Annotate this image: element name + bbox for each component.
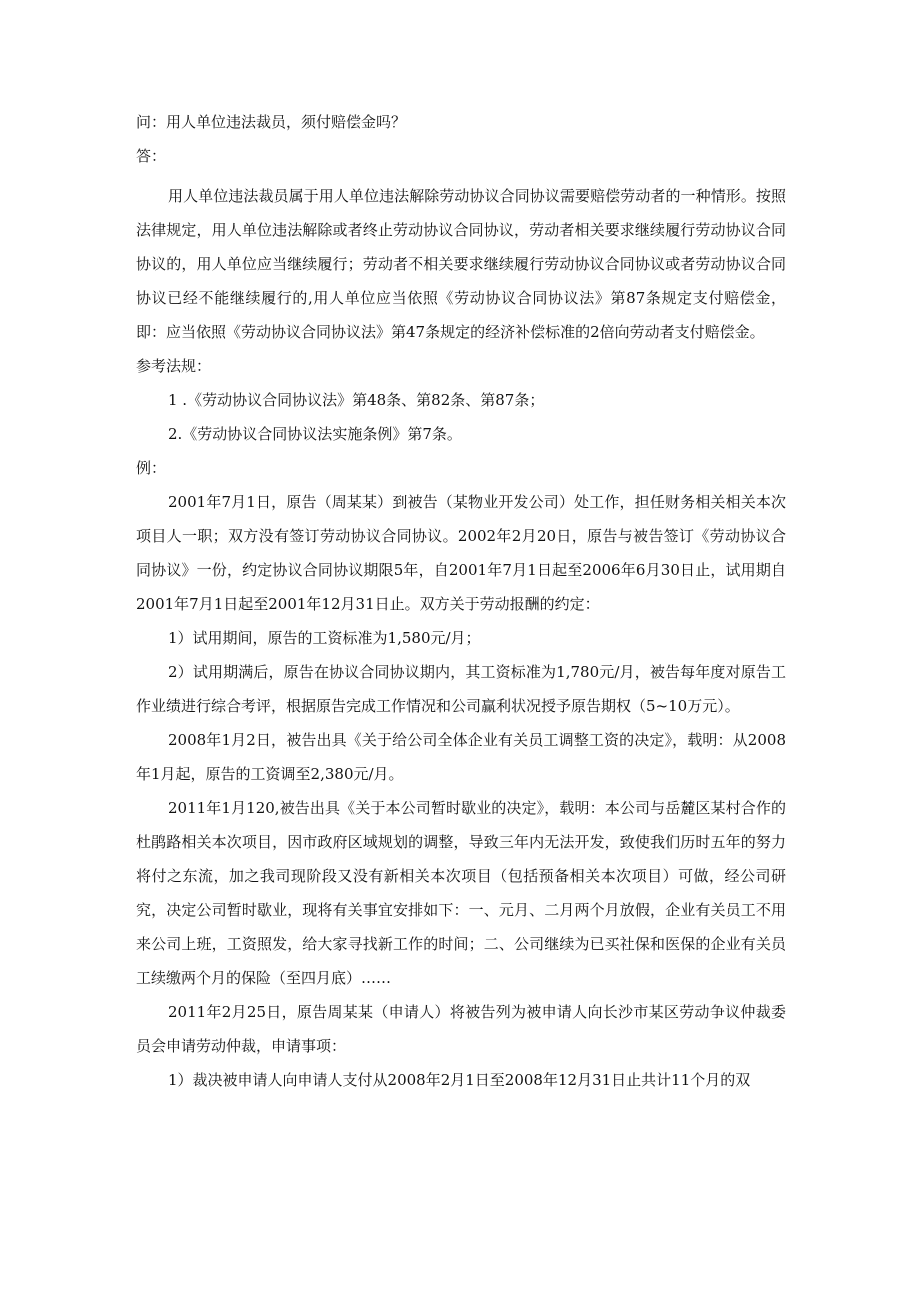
answer-label: 答： <box>136 147 167 165</box>
example-paragraph-post-probation-wage: 2）试用期满后，原告在协议合同协议期内，其工资标准为1,780元/月，被告每年度对原告工作业绩进行综合考评，根据原告完成工作情况和公司赢利状况授予原告期权（5~10万元）。 <box>136 663 786 715</box>
question-line: 问：用人单位违法裁员，须付赔偿金吗？ <box>136 113 407 131</box>
answer-paragraph: 用人单位违法裁员属于用人单位违法解除劳动协议合同协议需要赔偿劳动者的一种情形。按照法律规定，用人单位违法解除或者终止劳动协议合同协议，劳动者相关要求继续履行劳动协议合同协议的，用人单位应当继续履行；劳动者不相关要求继续履行劳动协议合同协议或者劳动协议合同协议已经不能继续履行的,用人单位应当依照《劳动协议合同协议法》第87条规定支付赔偿金，即：应当依照《劳动协议合同协议法》第47条规定的经济补偿标准的2倍向劳动者支付赔偿金。 <box>136 187 786 341</box>
reference-label: 参考法规： <box>136 357 212 375</box>
reference-item-1: 1 .《劳动协议合同协议法》第48条、第82条、第87条； <box>168 391 545 409</box>
example-paragraph-2008-wage-adjustment: 2008年1月2日，被告出具《关于给公司全体企业有关员工调整工资的决定》，载明：从2008年1月起，原告的工资调至2,380元/月。 <box>136 731 786 783</box>
reference-item-2: 2.《劳动协议合同协议法实施条例》第7条。 <box>168 425 462 443</box>
example-label: 例： <box>136 459 167 477</box>
example-paragraph-claim-1: 1）裁决被申请人向申请人支付从2008年2月1日至2008年12月31日止共计11个月的双 <box>168 1071 751 1089</box>
example-paragraph-arbitration-application: 2011年2月25日，原告周某某（申请人）将被告列为被申请人向长沙市某区劳动争议仲裁委员会申请劳动仲裁，申请事项： <box>136 1003 786 1055</box>
example-paragraph-intro: 2001年7月1日，原告（周某某）到被告（某物业开发公司）处工作，担任财务相关相关本次项目人一职；双方没有签订劳动协议合同协议。2002年2月20日，原告与被告签订《劳动协议合同协议》一份，约定协议合同协议期限5年，自2001年7月1日起至2006年6月30日止，试用期自2001年7月1日起至2001年12月31日止。双方关于劳动报酬的约定： <box>136 493 786 613</box>
document-page <box>136 113 786 1097</box>
example-paragraph-probation-wage: 1）试用期间，原告的工资标准为1,580元/月； <box>168 629 481 647</box>
example-paragraph-2011-suspension: 2011年1月120,被告出具《关于本公司暂时歇业的决定》，载明：本公司与岳麓区某村合作的杜鹃路相关本次项目，因市政府区域规划的调整，导致三年内无法开发，致使我们历时五年的努力将付之东流，加之我司现阶段又没有新相关本次项目（包括预备相关本次项目）可做，经公司研究，决定公司暂时歇业，现将有关事宜安排如下：一、元月、二月两个月放假，企业有关员工不用来公司上班，工资照发，给大家寻找新工作的时间；二、公司继续为已买社保和医保的企业有关员工续缴两个月的保险（至四月底）…… <box>136 799 786 987</box>
